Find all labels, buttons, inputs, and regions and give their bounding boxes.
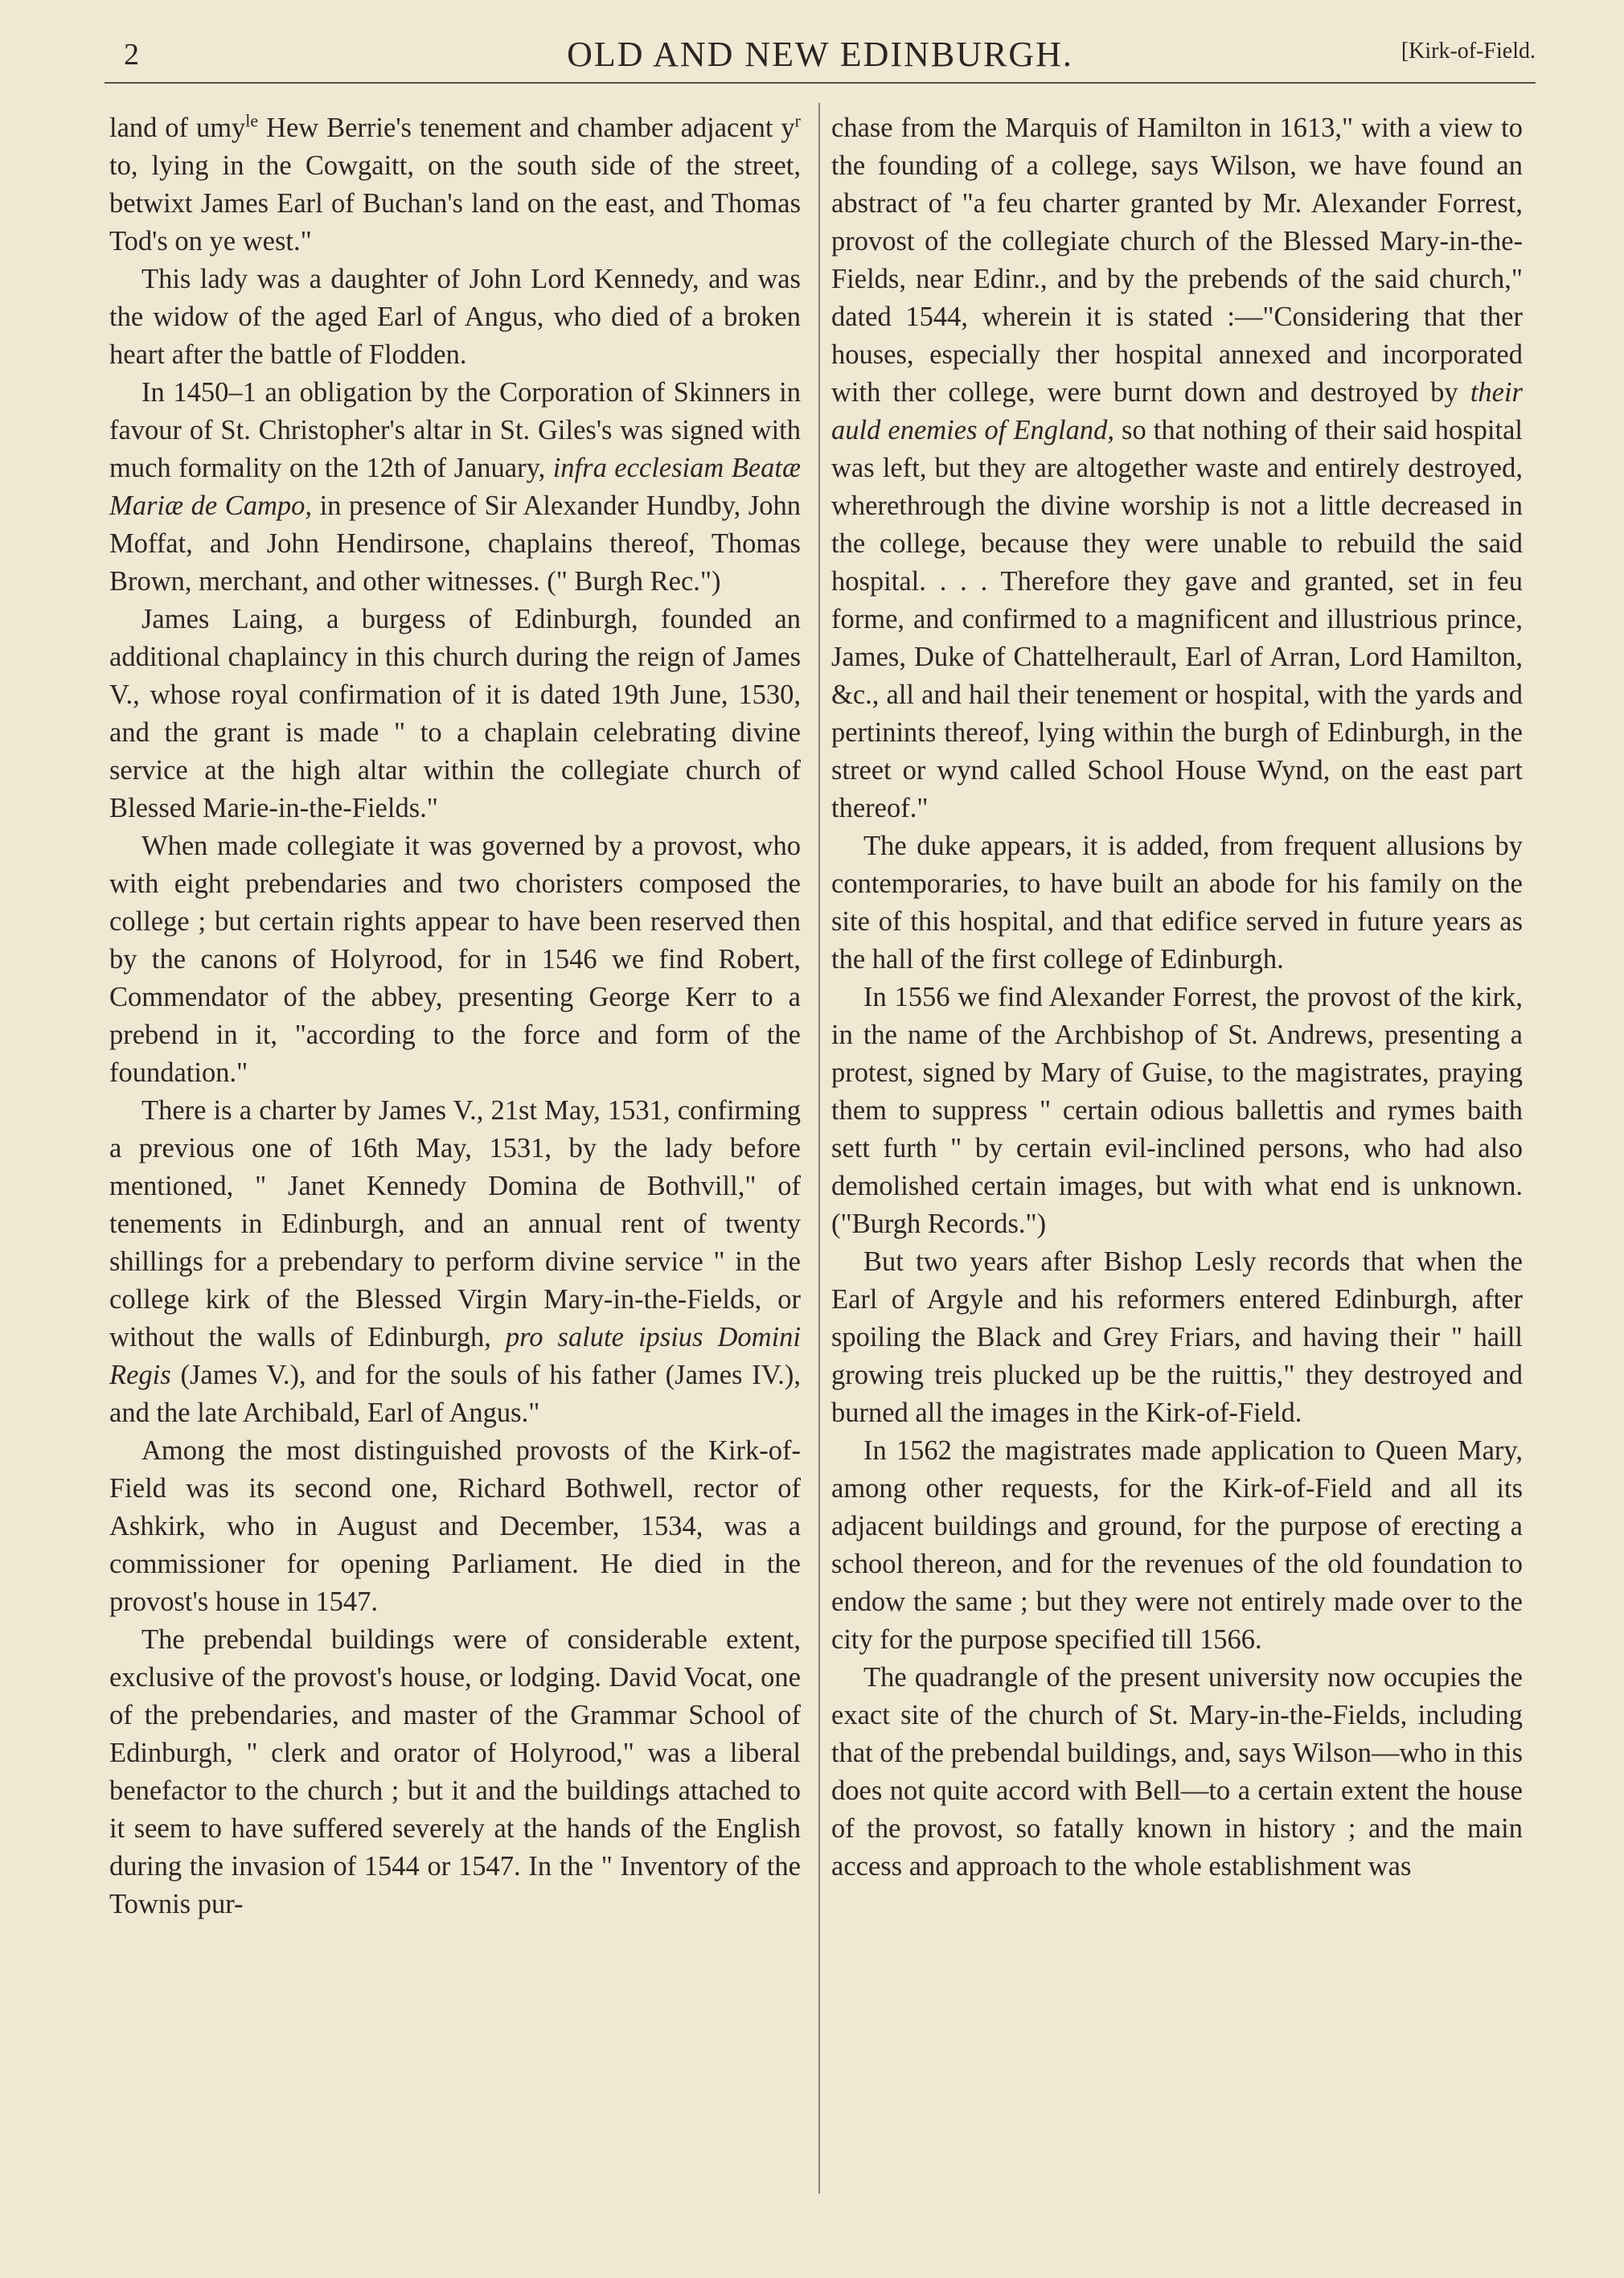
paragraph: This lady was a daughter of John Lord Kennedy, and was the widow of the aged Earl of Angus, who died of a broken heart after the battle of Flodden.	[109, 264, 801, 370]
column-divider	[818, 103, 820, 2194]
paragraph: In 1556 we find Alexander Forrest, the provost of the kirk, in the name of the Archbishop of St. Andrews, presenting a protest, signed by Mary of Guise, to the magistrates, praying them to suppress " certain odious ballettis and rymes baith sett furth " by certain evil-inclined persons, who had also demolished certain images, but with what end is unknown. ("Burgh Records.")	[831, 982, 1523, 1239]
paragraph: land of umy$^{le}$ Hew Berrie's tenement and chamber adjacent $y^r$ to, lying in the Cowgaitt, on the south side of the street, betwixt James Earl of Buchan's land on the east, and Thomas Tod's on ye west."	[109, 110, 801, 257]
paragraph: chase from the Marquis of Hamilton in 1613," with a view to the founding of a college, says Wilson, we have found an abstract of "a feu charter granted by Mr. Alexander Forrest, provost of the collegiate church of the Blessed Mary-in-the-Fields, near Edinr., and by the prebends of the said church," dated 1544, wherein it is stated :—"Considering that ther houses, especially ther hospital annexed and incorporated with ther college, were burnt down and destroyed by their auld enemies of England, so that nothing of their said hospital was left, but they are altogether waste and entirely destroyed, wherethrough the divine worship is not a little decreased in the college, because they were unable to rebuild the said hospital. . . . Therefore they gave and granted, set in feu forme, and confirmed to a magnificent and illustrious prince, James, Duke of Chattelherault, Earl of Arran, Lord Hamilton, &c., all and hail their tenement or hospital, with the yards and pertinints thereof, lying within the burgh of Edinburgh, in the street or wynd called School House Wynd, on the east part thereof."	[831, 113, 1524, 823]
paragraph: In 1562 the magistrates made application to Queen Mary, among other requests, for the Kirk-of-Field and all its adjacent buildings and ground, for the purpose of erecting a school thereon, and for the revenues of the old foundation to endow the same ; but they were not entirely made over to the city for the purpose specified till 1566.	[831, 1435, 1523, 1655]
right-column	[831, 109, 1523, 1886]
paragraph: Among the most distinguished provosts of the Kirk-of-Field was its second one, Richard Bothwell, rector of Ashkirk, who in August and December, 1534, was a commissioner for opening Parliament. He died in the provost's house in 1547.	[109, 1435, 801, 1617]
left-column	[109, 109, 801, 1923]
running-title: OLD AND NEW EDINBURGH.	[567, 35, 1073, 74]
paragraph: James Laing, a burgess of Edinburgh, founded an additional chaplaincy in this church during the reign of James V., whose royal confirmation of it is dated 19th June, 1530, and the grant is made " to a chaplain celebrating divine service at the high altar within the collegiate church of Blessed Marie-in-the-Fields."	[109, 604, 801, 823]
paragraph: But two years after Bishop Lesly records that when the Earl of Argyle and his reformers entered Edinburgh, after spoiling the Black and Grey Friars, and having their " haill growing treis plucked up be the ruittis," they destroyed and burned all the images in the Kirk-of-Field.	[831, 1246, 1523, 1428]
section-label: [Kirk-of-Field.	[1400, 39, 1536, 64]
paragraph: In 1450–1 an obligation by the Corporation of Skinners in favour of St. Christopher's altar in St. Giles's was signed with much formality on the 12th of January, infra ecclesiam Beatæ Mariæ de Campo, in presence of Sir Alexander Hundby, John Moffat, and John Hendirsone, chaplains thereof, Thomas Brown, merchant, and other witnesses. (" Burgh Rec.")	[109, 377, 802, 597]
page-number: 2	[124, 38, 139, 72]
paragraph: When made collegiate it was governed by a provost, who with eight prebendaries and two choristers composed the college ; but certain rights appear to have been reserved then by the canons of Holyrood, for in 1546 we find Robert, Commendator of the abbey, presenting George Kerr to a prebend in it, "according to the force and form of the foundation."	[109, 831, 801, 1088]
paragraph: The quadrangle of the present university now occupies the exact site of the church of St. Mary-in-the-Fields, including that of the prebendal buildings, and, says Wilson—who in this does not quite accord with Bell—to a certain extent the house of the provost, so fatally known in history ; and the main access and approach to the whole establishment was	[831, 1662, 1523, 1882]
paragraph: The prebendal buildings were of considerable extent, exclusive of the provost's house, or lodging. David Vocat, one of the prebendaries, and master of the Grammar School of Edinburgh, " clerk and orator of Holyrood," was a liberal benefactor to the church ; but it and the buildings attached to it seem to have suffered severely at the hands of the English during the invasion of 1544 or 1547. In the " Inventory of the Townis pur-	[109, 1624, 801, 1919]
page-header	[105, 31, 1536, 79]
paragraph: The duke appears, it is added, from frequent allusions by contemporaries, to have built an abode for his family on the site of this hospital, and that edifice served in future years as the hall of the first college of Edinburgh.	[831, 831, 1523, 975]
paragraph: There is a charter by James V., 21st May, 1531, confirming a previous one of 16th May, 1531, by the lady before mentioned, " Janet Kennedy Domina de Bothvill," of tenements in Edinburgh, and an annual rent of twenty shillings for a prebendary to perform divine service " in the college kirk of the Blessed Virgin Mary-in-the-Fields, or without the walls of Edinburgh, pro salute ipsius Domini Regis (James V.), and for the souls of his father (James IV.), and the late Archibald, Earl of Angus."	[109, 1095, 802, 1428]
header-rule	[105, 82, 1536, 84]
